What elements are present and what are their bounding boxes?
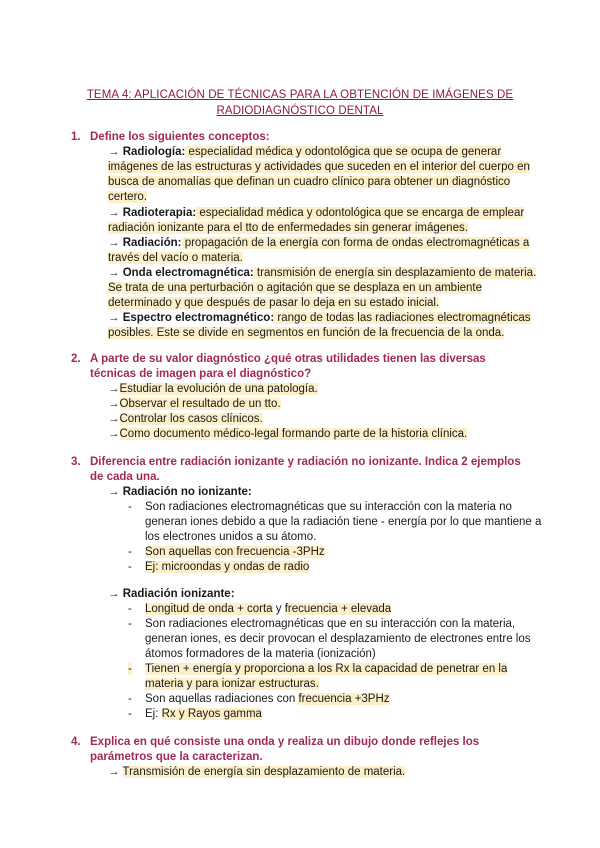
arrow-icon: → [108,267,120,279]
bullet-dash: - [128,603,132,615]
arrow-icon: → [108,312,120,324]
bullet-dash: - [128,618,132,630]
plain-text: Son aquellas radiaciones con [145,693,299,705]
arrow-icon: → [108,766,120,778]
definition-text: imágenes de las estructuras y actividades que suceden en el interior del cuerpo en [108,161,530,173]
question-4 [71,735,530,765]
def-onda-line-2 [108,281,482,296]
bullet-text [145,545,325,560]
highlight: Rx y Rayos gamma [161,708,262,720]
bullet-text [145,677,319,692]
question-text: Define los siguientes conceptos: [90,131,270,143]
subheading-no-ionizante [108,485,252,500]
def-radiologia-line-2 [108,160,530,175]
bullet-dash: - [128,561,132,573]
bullet-dash: - [128,708,132,720]
highlight: materia y para ionizar estructuras. [145,678,319,690]
bullet-text [145,692,390,707]
def-onda-line-3 [108,296,439,311]
answer-text: Transmisión de energía sin desplazamiento de materia. [122,766,406,778]
definition-text: especialidad médica y odontológica que se encarga de emplear [196,207,525,219]
definition-text: propagación de la energía con forma de ondas electromagnéticas a [181,237,530,249]
bullet-text [145,662,507,677]
subheading-text: Radiación ionizante: [122,588,235,600]
def-radioterapia-line-2 [108,221,468,236]
list-item [108,427,467,442]
definition-text: especialidad médica y odontológica que se ocupa de generar [185,146,502,158]
subheading-ionizante [108,587,235,602]
question-number: 1. [71,131,81,143]
def-radiacion-line-1 [108,236,529,251]
list-item-text: Observar el resultado de un tto. [119,398,281,410]
arrow-icon: → [108,207,120,219]
definition-text: transmisión de energía sin desplazamiento de materia. [253,267,537,279]
bullet-text [145,707,262,722]
term-radioterapia: Radioterapia: [122,207,197,219]
arrow-icon: → [108,413,120,425]
list-item-text: Controlar los casos clínicos. [119,413,263,425]
term-onda: Onda electromagnética: [122,267,254,279]
bullet-text: los electrones unidos a su átomo. [145,531,317,543]
arrow-icon: → [108,383,120,395]
arrow-icon: → [108,486,120,498]
def-radiacion-line-2 [108,251,243,266]
question-number: 3. [71,456,81,468]
answer-line [108,765,405,780]
def-onda-line-1 [108,266,536,281]
highlight: Tienen + energía y proporciona a los Rx la capacidad de penetrar en la [145,663,508,675]
arrow-icon: → [108,398,120,410]
def-espectro-line-2 [108,326,504,341]
question-text-line-1: Diferencia entre radiación ionizante y radiación no ionizante. Indica 2 ejemplos [90,456,521,468]
definition-text: radiación ionizante para el tto de enfermedades sin generar imágenes. [108,222,468,234]
title-line-2: RADIODIAGNÓSTICO DENTAL [216,105,384,117]
def-radiologia-line-1 [108,145,501,160]
bullet-text [145,602,391,617]
bullet-dash: - [128,693,132,705]
bullet-text: generan iones, es decir provocan el desplazamiento de electrones entre los [145,633,531,645]
list-item-text: Estudiar la evolución de una patología. [119,383,318,395]
bullet-text: Son radiaciones electromagnéticas que su interacción con la materia no [145,501,512,513]
term-espectro: Espectro electromagnético: [122,312,275,324]
def-radiologia-line-4 [108,190,147,205]
bullet-dash [128,662,132,677]
question-2 [71,352,530,382]
definition-text: posibles. Este se divide en segmentos en función de la frecuencia de la onda. [108,327,505,339]
list-item-text: Como documento médico-legal formando parte de la historia clínica. [119,428,468,440]
highlight: Ej: microondas y ondas de radio [145,561,310,573]
definition-text: determinado y que después de pasar lo deja en su estado inicial. [108,297,440,309]
bullet-text [145,560,309,575]
bullet-text: Son radiaciones electromagnéticas que en su interacción con la materia, [145,618,516,630]
def-radioterapia-line-1 [108,206,524,221]
bullet-text: átomos formadores de la materia (ionización) [145,648,376,660]
bullet-text: generan iones debido a que la radiación tiene - energía por lo que mantiene a [145,516,542,528]
question-text-line-1: Explica en qué consiste una onda y realiza un dibujo donde reflejes los [90,736,480,748]
question-1 [71,130,530,145]
arrow-icon: → [108,237,120,249]
question-3 [71,455,530,485]
document-title [60,87,540,119]
definition-text: busca de anomalías que definan un cuadro clínico para obtener un diagnóstico [108,176,511,188]
list-item [108,382,318,397]
bullet-dash: - [128,501,132,513]
subheading-text: Radiación no ionizante: [122,486,252,498]
question-number: 2. [71,353,81,365]
title-line-1: TEMA 4: APLICACIÓN DE TÉCNICAS PARA LA OBTENCIÓN DE IMÁGENES DE [86,89,514,101]
list-item [108,412,263,427]
arrow-icon: → [108,146,120,158]
arrow-icon: → [108,588,120,600]
definition-text: rango de todas las radiaciones electromagnéticas [274,312,531,324]
question-text-line-2: de cada una. [90,471,160,483]
definition-text: certero. [108,191,147,203]
highlight: frecuencia +3PHz [298,693,390,705]
highlight: frecuencia + elevada [284,603,392,615]
list-item [108,397,281,412]
term-radiologia: Radiología: [122,146,186,158]
question-text-line-1: A parte de su valor diagnóstico ¿qué otras utilidades tienen las diversas [90,353,486,365]
connector-text: y [272,603,285,615]
highlight: Son aquellas con frecuencia -3PHz [145,546,325,558]
term-radiacion: Radiación: [122,237,182,249]
arrow-icon: → [108,428,120,440]
plain-text: Ej: [145,708,162,720]
dash-highlight: - [128,663,132,675]
definition-text: Se trata de una perturbación o agitación que se desplaza en un ambiente [108,282,483,294]
definition-text: través del vacío o materia. [108,252,243,264]
highlight: Longitud de onda + corta [145,603,273,615]
question-text-line-2: parámetros que la caracterizan. [90,751,263,763]
bullet-dash: - [128,546,132,558]
question-number: 4. [71,736,81,748]
def-radiologia-line-3 [108,175,510,190]
def-espectro-line-1 [108,311,531,326]
question-text-line-2: técnicas de imagen para el diagnóstico? [90,368,312,380]
